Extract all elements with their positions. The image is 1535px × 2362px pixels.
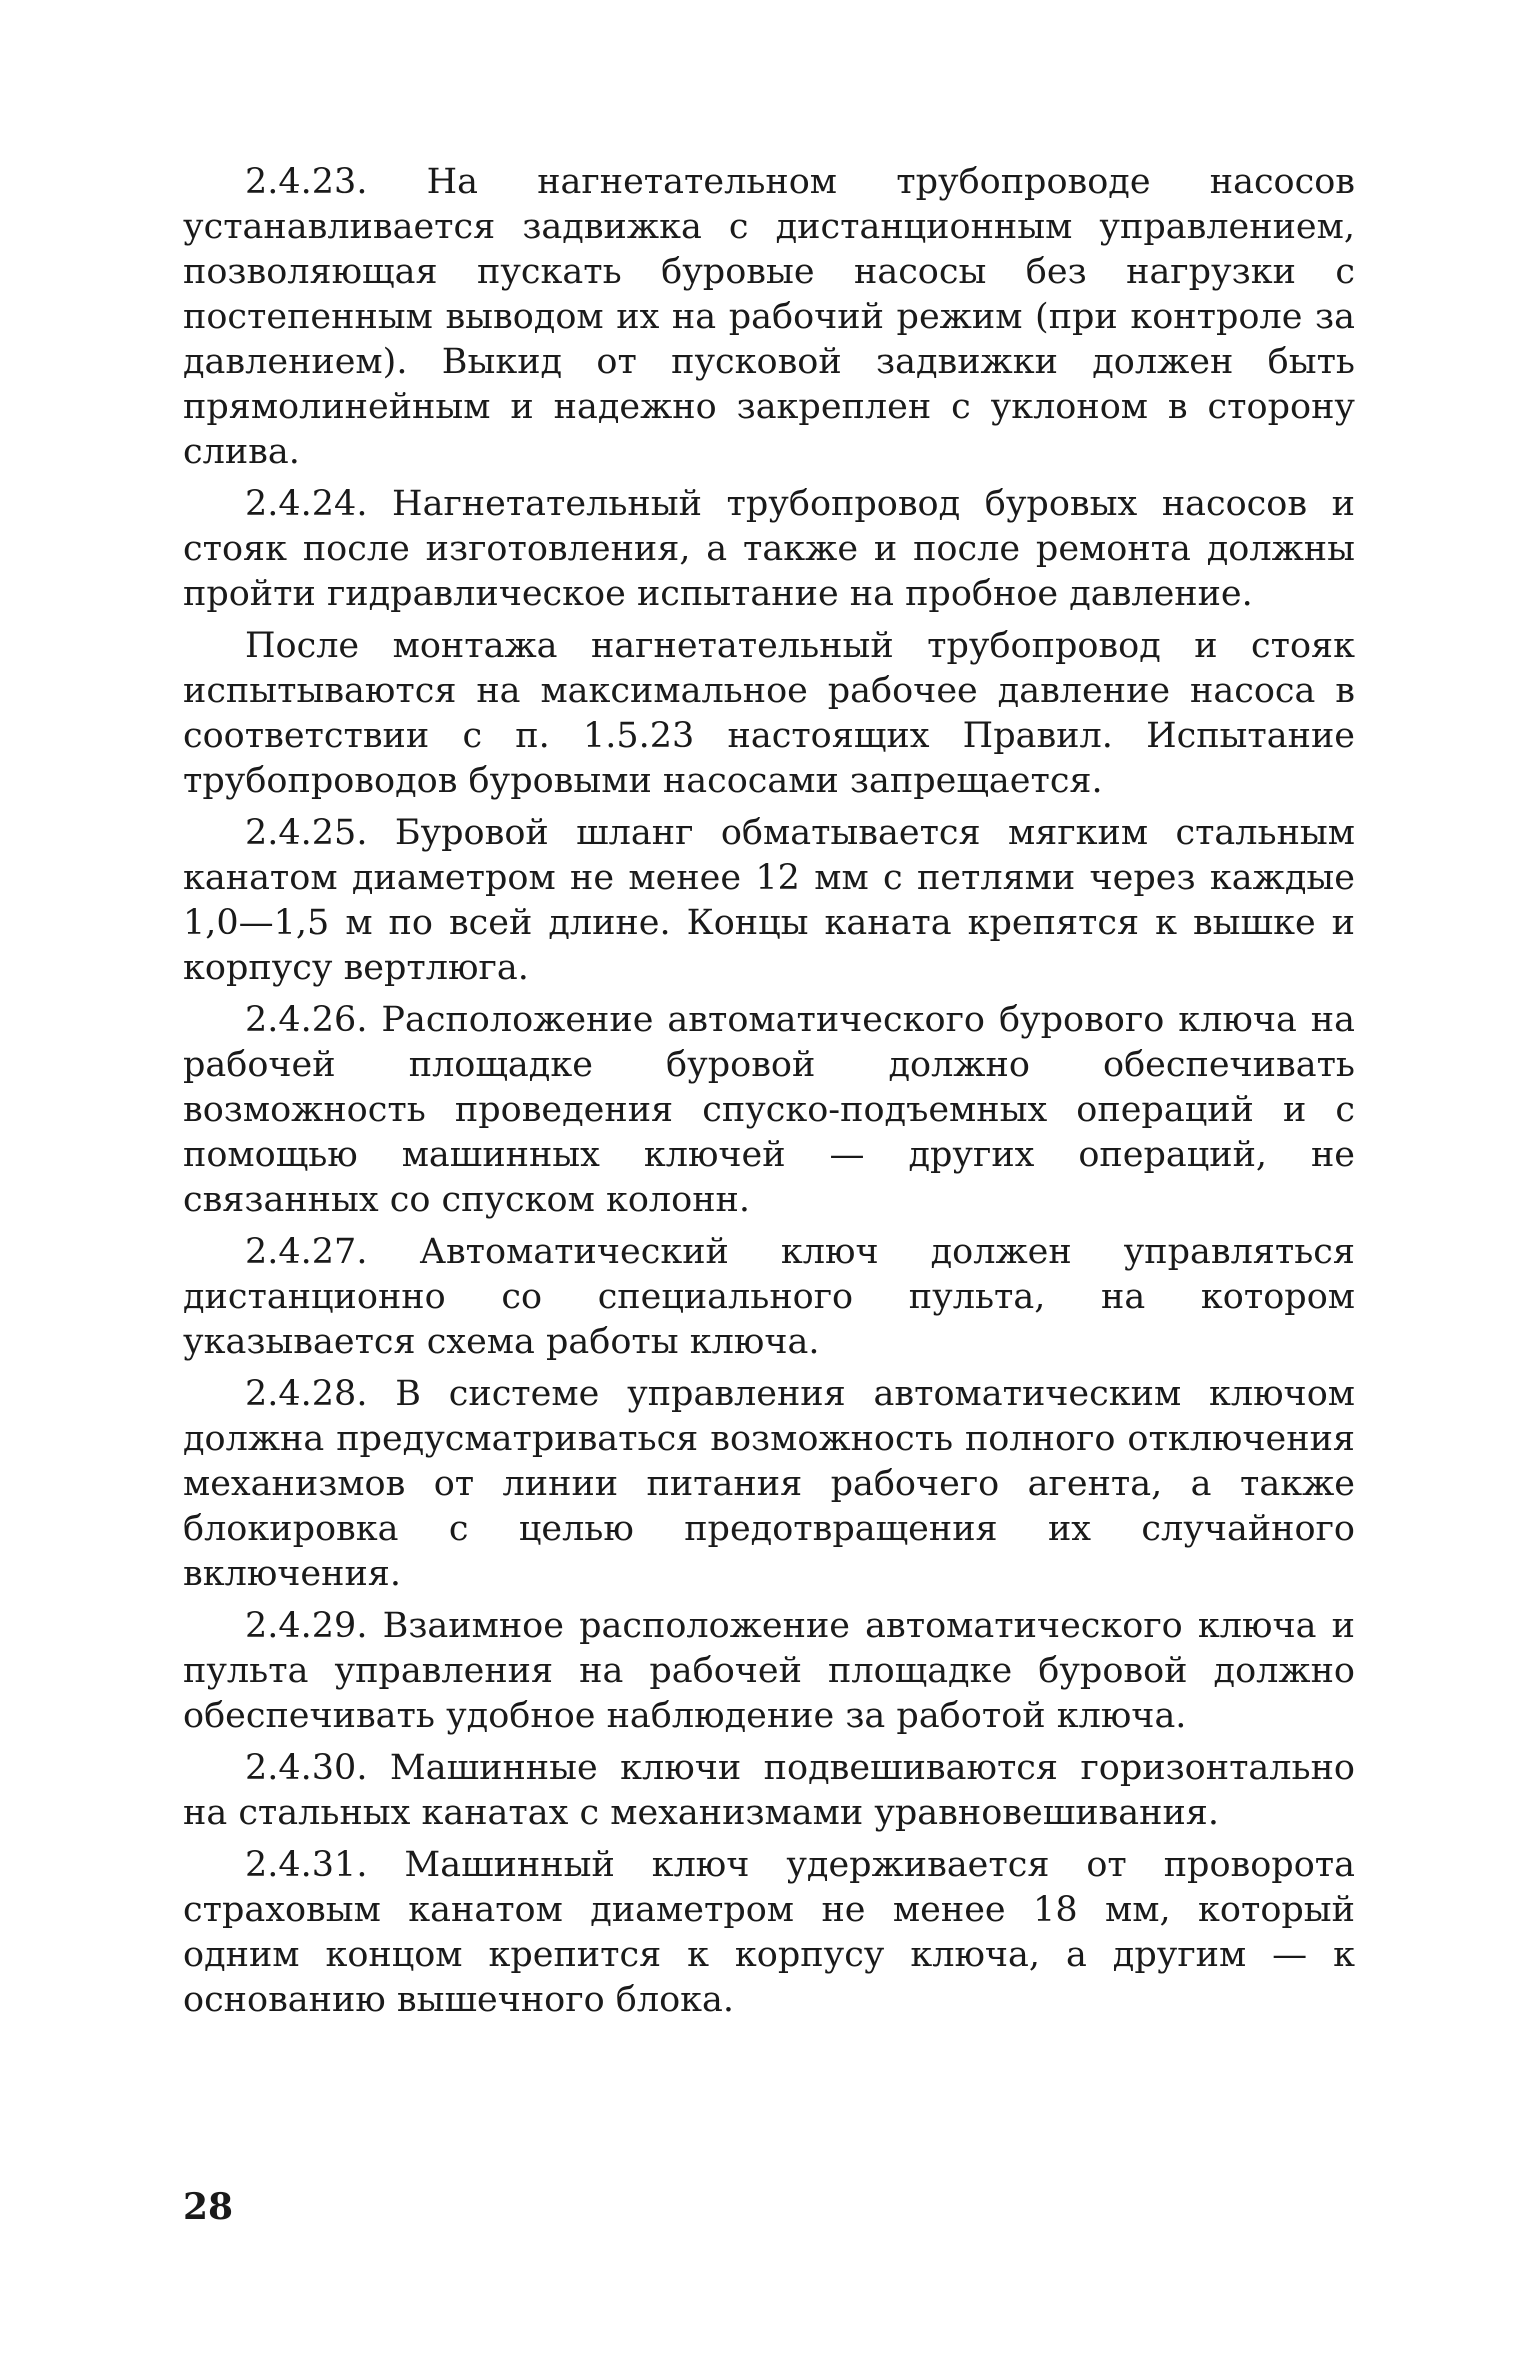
- paragraph-2-4-28: 2.4.28. В системе управления автоматическим ключом должна предусматриваться возможность полного отключения механизмов от линии питания рабочего агента, а также блокировка с целью предотвращения их случайного включения.: [183, 1374, 1355, 1594]
- paragraph-2-4-29: 2.4.29. Взаимное расположение автоматического ключа и пульта управления на рабочей площадке буровой должно обеспечивать удобное наблюдение за работой ключа.: [183, 1606, 1355, 1736]
- paragraph-2-4-27: 2.4.27. Автоматический ключ должен управляться дистанционно со специального пульта, на котором указывается схема работы ключа.: [183, 1232, 1355, 1362]
- paragraph-2-4-23: 2.4.23. На нагнетательном трубопроводе насосов устанавливается задвижка с дистанционным управлением, позволяющая пускать буровые насосы без нагрузки с постепенным выводом их на рабочий режим (при контроле за давлением). Выкид от пусковой задвижки должен быть прямолинейным и надежно закреплен с уклоном в сторону слива.: [183, 162, 1355, 472]
- paragraph-2-4-30: 2.4.30. Машинные ключи подвешиваются горизонтально на стальных канатах с механизмами уравновешивания.: [183, 1748, 1355, 1833]
- paragraph-2-4-25: 2.4.25. Буровой шланг обматывается мягким стальным канатом диаметром не менее 12 мм с петлями через каждые 1,0—1,5 м по всей длине. Концы каната крепятся к вышке и корпусу вертлюга.: [183, 813, 1355, 988]
- page-body: [183, 160, 1355, 2030]
- page-number: 28: [183, 2186, 234, 2228]
- paragraph-2-4-26: 2.4.26. Расположение автоматического бурового ключа на рабочей площадке буровой должно обеспечивать возможность проведения спуско-подъемных операций и с помощью машинных ключей — других операций, не связанных со спуском колонн.: [183, 1000, 1355, 1220]
- paragraph-2-4-24: 2.4.24. Нагнетательный трубопровод буровых насосов и стояк после изготовления, а также и после ремонта должны пройти гидравлическое испытание на пробное давление.: [183, 484, 1355, 614]
- paragraph-2-4-31: 2.4.31. Машинный ключ удерживается от проворота страховым канатом диаметром не менее 18 мм, который одним концом крепится к корпусу ключа, а другим — к основанию вышечного блока.: [183, 1845, 1355, 2020]
- paragraph-post-installation: После монтажа нагнетательный трубопровод и стояк испытываются на максимальное рабочее давление насоса в соответствии с п. 1.5.23 настоящих Правил. Испытание трубопроводов буровыми насосами запрещается.: [183, 626, 1355, 801]
